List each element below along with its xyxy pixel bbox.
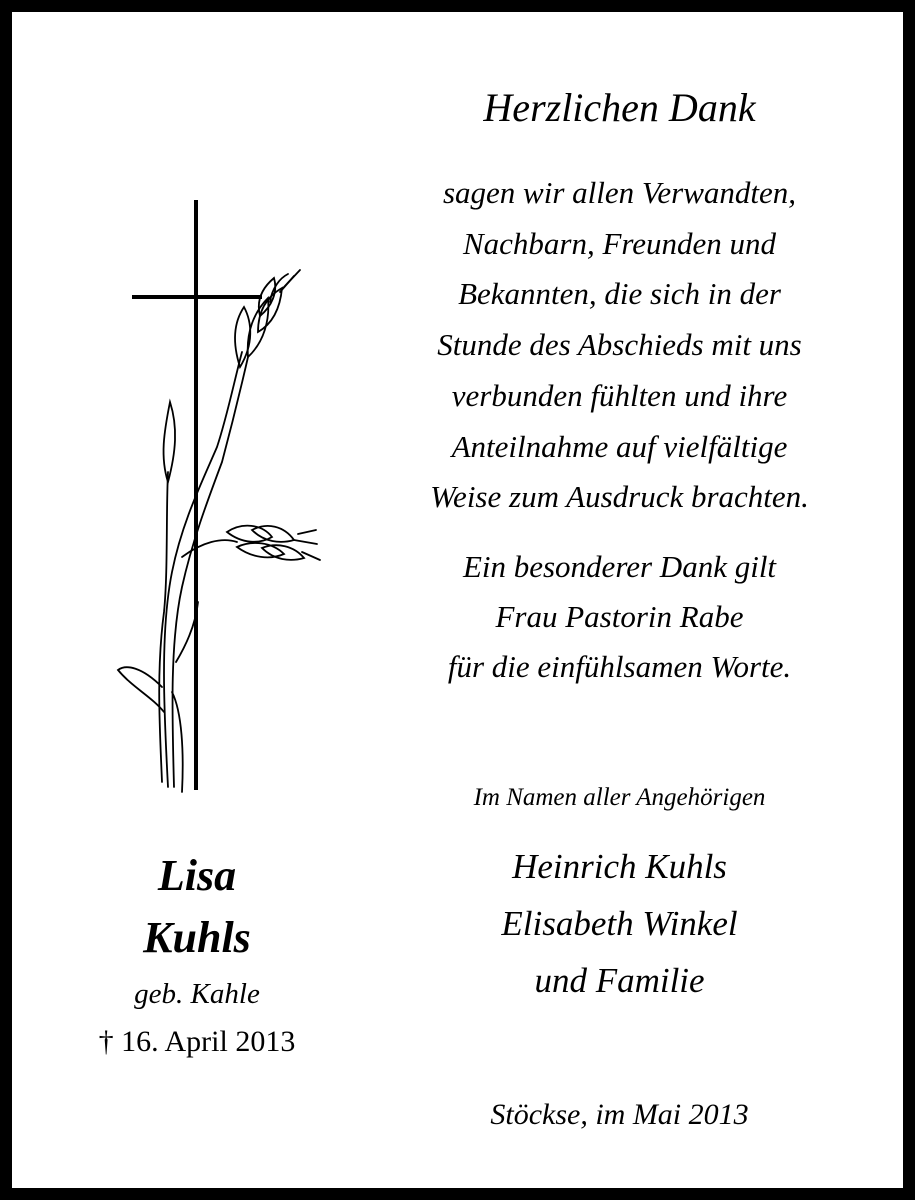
birth-name: geb. Kahle — [134, 978, 260, 1010]
thanks-line: Anteilnahme auf vielfältige — [451, 428, 788, 464]
thanks-line: sagen wir allen Verwandten, — [442, 175, 797, 210]
signatory-name: Elisabeth Winkel — [501, 904, 738, 943]
thanks-line: verbunden fühlten und ihre — [451, 377, 788, 413]
deceased-last-name: Kuhls — [143, 913, 251, 962]
signatories — [312, 838, 915, 1009]
wheat-ear-upper — [235, 270, 300, 367]
thanks-paragraph — [312, 168, 915, 523]
special-thanks-line: Frau Pastorin Rabe — [495, 599, 744, 634]
special-thanks-paragraph — [312, 542, 915, 692]
deceased-first-name: Lisa — [157, 851, 237, 900]
thanks-line: Weise zum Ausdruck brachten. — [430, 479, 809, 515]
wheat-icon — [118, 270, 320, 792]
date-of-death: † 16. April 2013 — [98, 1025, 296, 1058]
place-and-date: Stöckse, im Mai 2013 — [490, 1098, 749, 1131]
cross-with-wheat-icon — [112, 192, 322, 802]
special-thanks-line: Ein besonderer Dank gilt — [462, 549, 777, 584]
wheat-ear-lower — [182, 526, 320, 560]
special-thanks-line: für die einfühlsamen Worte. — [447, 649, 792, 684]
thanks-line: Nachbarn, Freunden und — [462, 225, 777, 261]
on-behalf-text: Im Namen aller Angehörigen — [473, 784, 766, 811]
signatory-name: und Familie — [534, 961, 705, 1000]
signatory-name: Heinrich Kuhls — [512, 847, 727, 886]
heading: Herzlichen Dank — [483, 85, 756, 130]
thanks-line: Bekannten, die sich in der — [458, 276, 781, 312]
thanks-line: Stunde des Abschieds mit uns — [437, 327, 802, 363]
